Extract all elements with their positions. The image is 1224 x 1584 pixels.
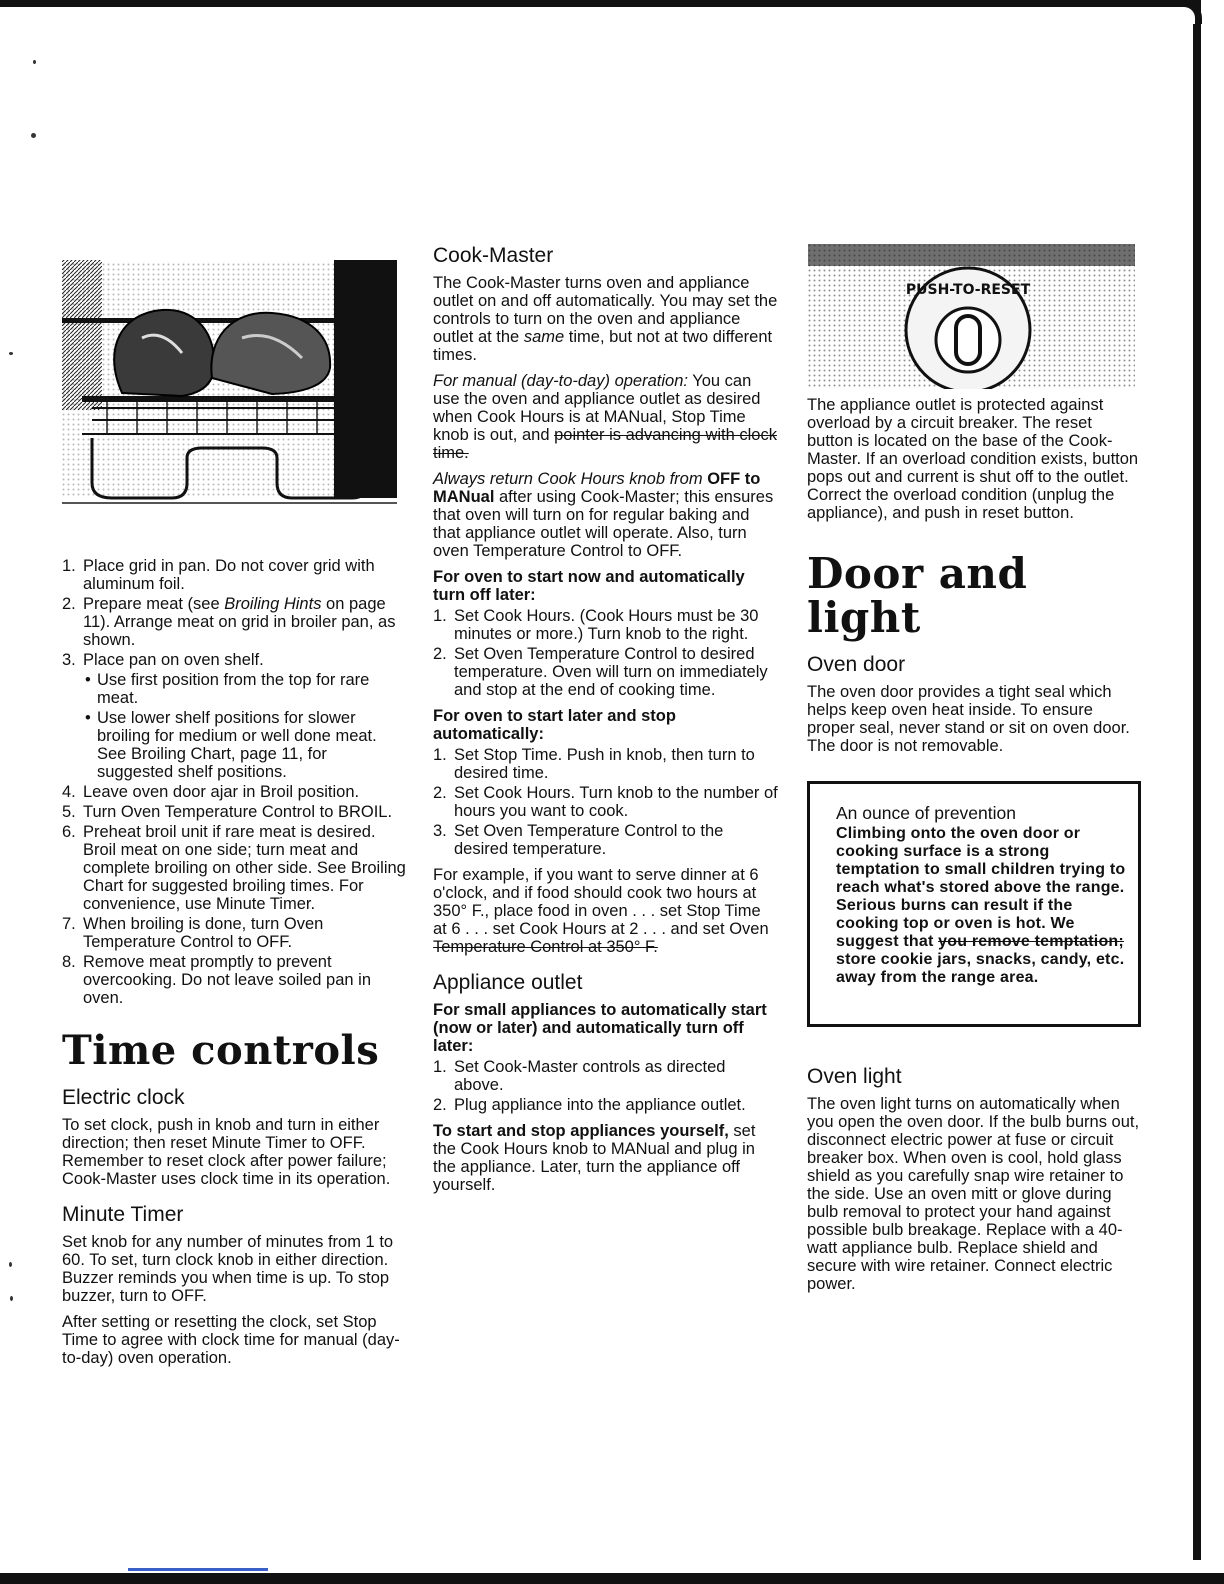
list-item xyxy=(62,595,407,649)
list-item xyxy=(433,645,778,699)
always-return-body: after using Cook-Master; this ensures that oven will turn on for regular baking and that appliance outlet will operate. Also, turn oven Temperature Control to OFF. xyxy=(433,488,774,560)
appliance-outlet-title: Appliance outlet xyxy=(433,971,583,994)
list-item xyxy=(433,822,778,858)
step-number: 3. xyxy=(62,651,76,669)
step-text: Turn Oven Temperature Control to BROIL. xyxy=(83,803,393,821)
step-text: When broiling is done, turn Oven Temperature Control to OFF. xyxy=(83,915,324,951)
example-text xyxy=(433,866,778,956)
step-text: Place pan on oven shelf. xyxy=(83,651,264,669)
bullet-dot-icon: • xyxy=(85,671,91,689)
step-number: 2. xyxy=(433,1096,447,1114)
step-number: 2. xyxy=(433,645,447,663)
always-return-label: Always return Cook Hours knob from xyxy=(433,470,708,488)
step-number: 1. xyxy=(433,746,447,764)
step-number: 1. xyxy=(62,557,76,575)
oven-light-title: Oven light xyxy=(807,1065,902,1088)
scan-speck xyxy=(9,352,13,355)
appliance-outlet-steps xyxy=(433,1058,778,1114)
step-number: 5. xyxy=(62,803,76,821)
step-text: Preheat broil unit if rare meat is desired. Broil meat on one side; turn meat and complete broiling on other side. See Broiling Chart for suggested broiling times. For convenience, use Minute Timer. xyxy=(83,823,406,913)
start-later-heading: For oven to start later and stop automatically: xyxy=(433,707,676,743)
broiling-column xyxy=(62,557,407,1375)
page-border-right xyxy=(1193,0,1201,1560)
oven-light-text: The oven light turns on automatically when you open the oven door. If the bulb burns out, disconnect electric power at fuse or circuit breaker box. When oven is cool, hold glass shield as you carefully snap wire retainer to the side. Use an oven mitt or glove during bulb removal to protect your hand against possible bulb breakage. Replace with a 40-watt appliance bulb. Replace shield and secure with wire retainer. Connect electric power. xyxy=(807,1095,1140,1293)
scan-speck xyxy=(33,60,36,64)
cook-master-title: Cook-Master xyxy=(433,244,554,267)
start-later-steps xyxy=(433,746,778,858)
list-item xyxy=(433,784,778,820)
step-number: 6. xyxy=(62,823,76,841)
always-return-bold: OFF to MANual xyxy=(433,470,761,506)
minute-timer-text: Set knob for any number of minutes from 1 to 60. To set, turn clock knob in either direction. Buzzer reminds you when time is up. To stop buzzer, turn to OFF. xyxy=(62,1233,394,1305)
start-now-heading: For oven to start now and automatically turn off later: xyxy=(433,568,745,604)
intro-text: time, but not at two different times. xyxy=(433,328,773,364)
manual-operation-text xyxy=(433,372,778,462)
reset-button-photo xyxy=(808,244,1135,389)
step-text: on page 11). Arrange meat on grid in broiler pan, as shown. xyxy=(83,595,396,649)
bullet-item xyxy=(83,709,407,781)
step-text: Set Oven Temperature Control to desired temperature. Oven will turn on immediately and stop at the end of cooking time. xyxy=(454,645,768,699)
step-number: 1. xyxy=(433,1058,447,1076)
list-item xyxy=(62,823,407,913)
step-number: 7. xyxy=(62,915,76,933)
bullet-dot-icon: • xyxy=(85,709,91,727)
cook-master-intro xyxy=(433,274,778,364)
broiler-pan-photo xyxy=(62,258,397,513)
door-light-heading: Door and light xyxy=(807,549,1028,642)
list-item xyxy=(62,557,407,593)
minute-timer-title: Minute Timer xyxy=(62,1203,184,1226)
scan-speck xyxy=(10,1296,13,1301)
step-number: 1. xyxy=(433,607,447,625)
electric-clock-title: Electric clock xyxy=(62,1086,185,1109)
page-border-bottom xyxy=(0,1573,1224,1584)
manual-operation-body: You can use the oven and appliance outlet as desired when Cook Hours is at MANual, Stop Time knob is out, and xyxy=(433,372,761,444)
bullet-text: Use first position from the top for rare meat. xyxy=(97,671,370,707)
scan-mark xyxy=(128,1568,268,1571)
step-text: Set Cook-Master controls as directed above. xyxy=(454,1058,726,1094)
appliance-yourself-text xyxy=(433,1122,778,1194)
step-number: 3. xyxy=(433,822,447,840)
list-item xyxy=(433,746,778,782)
step-text: Plug appliance into the appliance outlet. xyxy=(454,1096,746,1114)
step-text: Set Stop Time. Push in knob, then turn to desired time. xyxy=(454,746,755,782)
oven-light-section xyxy=(807,1064,1142,1301)
oven-door-text: The oven door provides a tight seal which helps keep oven heat inside. To ensure proper seal, never stand or sit on oven door. The door is not removable. xyxy=(807,683,1130,755)
minute-timer-text-2: After setting or resetting the clock, set Stop Time to agree with clock time for manual (day-to-day) oven operation. xyxy=(62,1313,400,1367)
electric-clock-text: To set clock, push in knob and turn in either direction; then reset Minute Timer to OFF. Remember to reset clock after power failure; Cook-Master uses clock time in its operation. xyxy=(62,1116,391,1188)
broiling-hints-ref: Broiling Hints xyxy=(224,595,322,613)
page-border-top xyxy=(0,0,1194,7)
step-text: Place grid in pan. Do not cover grid with aluminum foil. xyxy=(83,557,375,593)
manual-operation-struck: pointer is advancing with clock time. xyxy=(433,426,777,462)
scan-speck xyxy=(9,1262,12,1267)
scan-speck xyxy=(31,133,36,138)
start-now-steps xyxy=(433,607,778,699)
broiling-steps xyxy=(62,557,407,1007)
step-text: Set Cook Hours. (Cook Hours must be 30 minutes or more.) Turn knob to the right. xyxy=(454,607,759,643)
appliance-outlet-heading: For small appliances to automatically start (now or later) and automatically turn off later: xyxy=(433,1001,767,1055)
reset-text: The appliance outlet is protected against overload by a circuit breaker. The reset button is located on the base of the Cook-Master. If an overload condition exists, button pops out and current is shut off to the outlet. Correct the overload condition (unplug the appliance), and push in reset button. xyxy=(807,396,1139,522)
step-text: Set Oven Temperature Control to the desired temperature. xyxy=(454,822,724,858)
prevention-body: Climbing onto the oven door or cooking surface is a strong temptation to small children trying to reach what's stored above the range. Serious burns can result if the cooking top or oven is hot. We suggest that xyxy=(836,825,1126,950)
list-item xyxy=(62,783,407,801)
reset-button-illustration xyxy=(808,244,1135,389)
step-number: 8. xyxy=(62,953,76,971)
oven-door-title: Oven door xyxy=(807,653,906,676)
prevention-text xyxy=(836,825,1126,987)
list-item xyxy=(433,1058,778,1094)
manual-operation-label: For manual (day-to-day) operation: xyxy=(433,372,688,390)
shelf-position-bullets xyxy=(83,671,407,781)
intro-emphasis: same xyxy=(523,328,565,346)
step-text: Set Cook Hours. Turn knob to the number of hours you want to cook. xyxy=(454,784,778,820)
always-return-text xyxy=(433,470,778,560)
prevention-box xyxy=(807,781,1141,1027)
prevention-title: An ounce of prevention xyxy=(836,803,1016,823)
list-item xyxy=(62,803,407,821)
list-item xyxy=(433,607,778,643)
bullet-text: Use lower shelf positions for slower broiling for medium or well done meat. See Broiling Chart, page 11, for suggested shelf positions. xyxy=(97,709,377,781)
step-text: Prepare meat (see xyxy=(83,595,225,613)
broiler-pan-illustration xyxy=(62,258,397,513)
prevention-body: store cookie jars, snacks, candy, etc. away from the range area. xyxy=(836,951,1125,986)
step-text: Remove meat promptly to prevent overcooking. Do not leave soiled pan in oven. xyxy=(83,953,372,1007)
step-number: 2. xyxy=(62,595,76,613)
list-item xyxy=(62,953,407,1007)
list-item xyxy=(62,915,407,951)
door-light-column xyxy=(807,396,1142,763)
list-item xyxy=(433,1096,778,1114)
intro-text: The Cook-Master turns oven and appliance outlet on and off automatically. You may set the controls to turn on the oven and appliance outlet at the xyxy=(433,274,778,346)
example-struck: Temperature Control at 350° F. xyxy=(433,938,658,956)
example-body: For example, if you want to serve dinner at 6 o'clock, and if food should cook two hours at 350° F., place food in oven . . . set Stop Time at 6 . . . set Cook Hours at 2 . . . and set Oven xyxy=(433,866,769,938)
reset-dial-label: PUSH-TO-RESET xyxy=(905,282,1031,298)
time-controls-heading: Time controls xyxy=(62,1027,380,1074)
cook-master-column xyxy=(433,243,778,1202)
appliance-yourself-label: To start and stop appliances yourself, xyxy=(433,1122,729,1140)
step-number: 4. xyxy=(62,783,76,801)
bullet-item xyxy=(83,671,407,707)
appliance-yourself-body: set the Cook Hours knob to MANual and plug in the appliance. Later, turn the appliance off yourself. xyxy=(433,1122,756,1194)
list-item xyxy=(62,651,407,781)
step-number: 2. xyxy=(433,784,447,802)
prevention-struck: you remove temptation; xyxy=(938,933,1124,950)
step-text: Leave oven door ajar in Broil position. xyxy=(83,783,360,801)
